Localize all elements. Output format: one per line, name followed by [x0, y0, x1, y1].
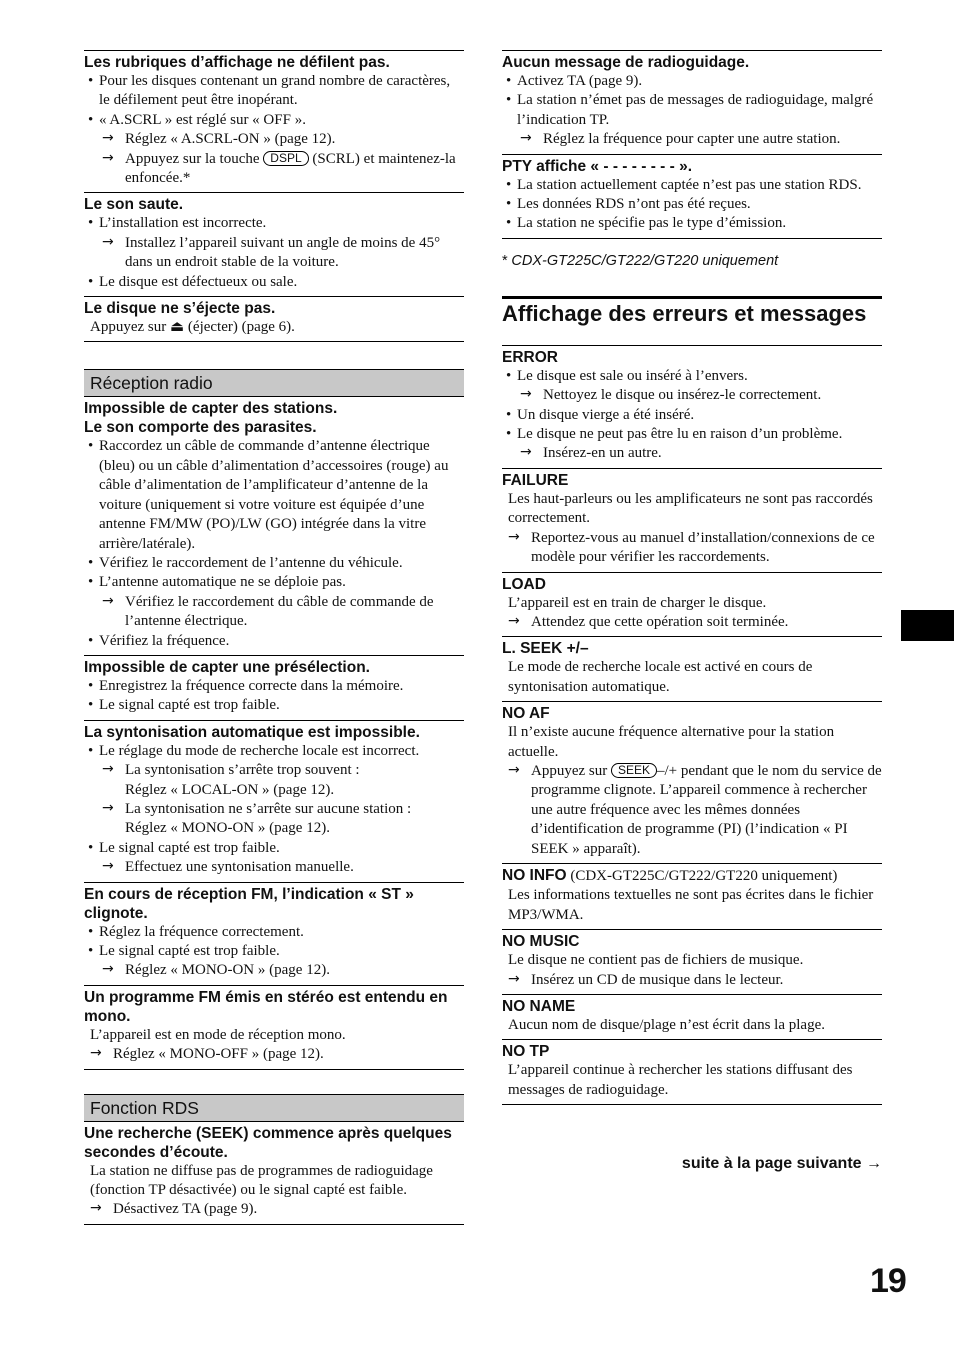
message-code: NO MUSIC	[502, 933, 580, 951]
bullet: • Le signal capté est trop faible.	[84, 942, 464, 961]
bullet: • Les données RDS n’ont pas été reçues.	[502, 195, 882, 214]
paragraph: La station ne diffuse pas de programmes de radioguidage (fonction TP désactivée) ou le signal capté est faible.	[90, 1162, 433, 1199]
item-title: La syntonisation automatique est impossible.	[84, 723, 420, 741]
msg-noinfo	[502, 863, 882, 929]
bullet: • Le disque est défectueux ou sale.	[84, 273, 464, 292]
remedy: → La syntonisation s’arrête trop souvent :	[84, 761, 464, 780]
section-heading-radio: Réception radio	[84, 369, 464, 397]
bullet: • Activez TA (page 9).	[502, 72, 882, 91]
section-mono	[84, 985, 464, 1070]
section-traffic	[502, 50, 882, 154]
para-text: (éjecter) (page 6).	[187, 319, 295, 336]
message-code: ERROR	[502, 348, 558, 366]
bullet: • La station n’émet pas de messages de radioguidage, malgré l’indication TP.	[502, 91, 882, 130]
remedy: → Effectuez une syntonisation manuelle.	[84, 858, 464, 877]
item-title: Aucun message de radioguidage.	[502, 54, 750, 71]
paragraph: Le mode de recherche locale est activé en cours de syntonisation automatique.	[508, 659, 813, 695]
msg-nomusic	[502, 929, 882, 994]
remedy	[84, 150, 464, 189]
item-title: Une recherche (SEEK) commence après quelques secondes d’écoute.	[84, 1124, 452, 1161]
section-skip	[84, 192, 464, 296]
remedy: → La syntonisation ne s’arrête sur aucune station :	[84, 800, 464, 819]
message-code: NO TP	[502, 1043, 550, 1061]
remedy-text: Appuyez sur	[531, 762, 608, 779]
footnote	[502, 253, 882, 270]
right-column	[502, 50, 882, 1105]
bullet: • Le signal capté est trop faible.	[84, 839, 464, 858]
section-scroll	[84, 50, 464, 192]
item-title: Le disque ne s’éjecte pas.	[84, 300, 276, 318]
left-column	[84, 50, 464, 1225]
message-code: LOAD	[502, 575, 546, 593]
para-text: Appuyez sur	[90, 319, 167, 336]
remedy: → Nettoyez le disque ou insérez-le correctement.	[502, 386, 882, 405]
remedy: → Réglez « MONO-OFF » (page 12).	[84, 1045, 464, 1064]
bullet: • Réglez la fréquence correctement.	[84, 923, 464, 942]
bullet: • La station ne spécifie pas le type d’émission.	[502, 214, 882, 233]
language-tab	[901, 610, 954, 641]
item-title: Un programme FM émis en stéréo est entendu en mono.	[84, 988, 448, 1025]
item-title: Impossible de capter des stations.	[84, 400, 338, 418]
item-title: En cours de réception FM, l’indication « ST » clignote.	[84, 885, 414, 922]
remedy: → Insérez un CD de musique dans le lecteur.	[502, 971, 882, 990]
bullet: • Raccordez un câble de commande d’antenne électrique (bleu) ou un câble d’alimentation d’accessoires (rouge) au câble d’alimentation de l’amplificateur d’antenne de la voiture (uniquement si votre voiture est équipée d’une antenne FM/MW (PO)/LW (GO) intégrée dans la vitre arrière/latérale).	[84, 437, 464, 553]
bullet: • Le réglage du mode de recherche locale est incorrect.	[84, 742, 464, 761]
eject-icon: ⏏	[169, 319, 185, 336]
item-title: Le son comporte des parasites.	[84, 419, 317, 437]
bullet: • Le signal capté est trop faible.	[84, 696, 464, 715]
msg-noaf	[502, 701, 882, 863]
msg-load	[502, 572, 882, 637]
dspl-key-label: DSPL	[263, 151, 308, 166]
remedy: → Réglez « A.SCRL-ON » (page 12).	[84, 130, 464, 149]
remedy-cont: Réglez « LOCAL-ON » (page 12).	[125, 781, 335, 798]
remedy: → Attendez que cette opération soit terminée.	[502, 613, 882, 632]
item-title: Le son saute.	[84, 196, 184, 214]
msg-lseek	[502, 636, 882, 701]
footnote-mark: *	[502, 252, 508, 269]
bullet: • Vérifiez le raccordement de l’antenne du véhicule.	[84, 554, 464, 573]
paragraph: L’appareil est en mode de réception mono.	[90, 1026, 346, 1043]
bullet: • Vérifiez la fréquence.	[84, 632, 464, 651]
bullet: • Un disque vierge a été inséré.	[502, 406, 882, 425]
msg-failure	[502, 468, 882, 572]
message-code: NO INFO	[502, 866, 567, 884]
bullet: • « A.SCRL » est réglé sur « OFF ».	[84, 111, 464, 130]
section-heading-rds: Fonction RDS	[84, 1094, 464, 1122]
item-title: Les rubriques d’affichage ne défilent pas.	[84, 54, 390, 71]
remedy: → Réglez la fréquence pour capter une autre station.	[502, 130, 882, 149]
bullet: • L’installation est incorrecte.	[84, 214, 464, 233]
paragraph: Aucun nom de disque/plage n’est écrit dans la plage.	[508, 1017, 825, 1033]
item-title: PTY affiche « - - - - - - - - ».	[502, 157, 693, 175]
remedy-text: Appuyez sur la touche	[125, 150, 260, 167]
section-auto-tuning	[84, 720, 464, 882]
paragraph: Le disque ne contient pas de fichiers de musique.	[508, 952, 804, 969]
item-title: Impossible de capter une présélection.	[84, 658, 370, 676]
message-code: FAILURE	[502, 471, 569, 489]
section-no-stations	[84, 397, 464, 654]
remedy: → Installez l’appareil suivant un angle de moins de 45° dans un endroit stable de la voiture.	[84, 234, 464, 273]
paragraph: Les informations textuelles ne sont pas écrites dans le fichier MP3/WMA.	[508, 887, 874, 923]
remedy	[502, 762, 882, 859]
message-code: L. SEEK +/–	[502, 640, 589, 658]
message-code: NO AF	[502, 705, 550, 723]
section-st-blink	[84, 882, 464, 985]
bullet: • La station actuellement captée n’est pas une station RDS.	[502, 176, 882, 195]
section-preset	[84, 655, 464, 720]
msg-error	[502, 345, 882, 468]
remedy-text: –/+ pendant que le nom du service de programme clignote. L’appareil commence à rechercher une autre fréquence avec les mêmes données d’identification de programme (PI) (l’indication « PI SEEK » apparaît).	[531, 762, 882, 857]
paragraph: L’appareil continue à rechercher les stations diffusant des messages de radioguidage.	[508, 1062, 853, 1098]
paragraph: Les haut-parleurs ou les amplificateurs ne sont pas raccordés correctement.	[508, 490, 873, 527]
bullet: • Le disque est sale ou inséré à l’envers.	[502, 367, 882, 386]
remedy: → Désactivez TA (page 9).	[84, 1200, 464, 1219]
footnote-text: CDX-GT225C/GT222/GT220 uniquement	[511, 252, 779, 269]
bullet: • Pour les disques contenant un grand nombre de caractères, le défilement peut être inopérant.	[84, 72, 464, 111]
remedy-cont: Réglez « MONO-ON » (page 12).	[125, 820, 330, 837]
bullet: • L’antenne automatique ne se déploie pas.	[84, 573, 464, 592]
paragraph: L’appareil est en train de charger le disque.	[508, 594, 767, 611]
bullet: • Le disque ne peut pas être lu en raison d’un problème.	[502, 425, 882, 444]
remedy: → Réglez « MONO-ON » (page 12).	[84, 961, 464, 980]
seek-key-label: SEEK	[611, 763, 657, 778]
message-note: (CDX-GT225C/GT222/GT220 uniquement)	[570, 867, 838, 884]
remedy-text: (SCRL) et maintenez-la enfoncée.*	[125, 150, 456, 187]
bullet: • Enregistrez la fréquence correcte dans la mémoire.	[84, 677, 464, 696]
msg-noname	[502, 994, 882, 1039]
paragraph: Il n’existe aucune fréquence alternative pour la station actuelle.	[508, 724, 835, 760]
remedy: → Insérez-en un autre.	[502, 444, 882, 463]
page-heading: Affichage des erreurs et messages	[502, 300, 867, 326]
remedy: → Reportez-vous au manuel d’installation/connexions de ce modèle pour vérifier les raccordements.	[502, 529, 882, 568]
msg-notp	[502, 1039, 882, 1105]
page-number: 19	[870, 1262, 906, 1300]
section-seek	[84, 1122, 464, 1225]
paragraph	[84, 318, 464, 337]
message-code: NO NAME	[502, 998, 576, 1015]
section-eject	[84, 296, 464, 342]
remedy: → Vérifiez le raccordement du câble de commande de l’antenne électrique.	[84, 593, 464, 632]
section-pty	[502, 154, 882, 239]
continue-note: suite à la page suivante →	[681, 1155, 882, 1172]
